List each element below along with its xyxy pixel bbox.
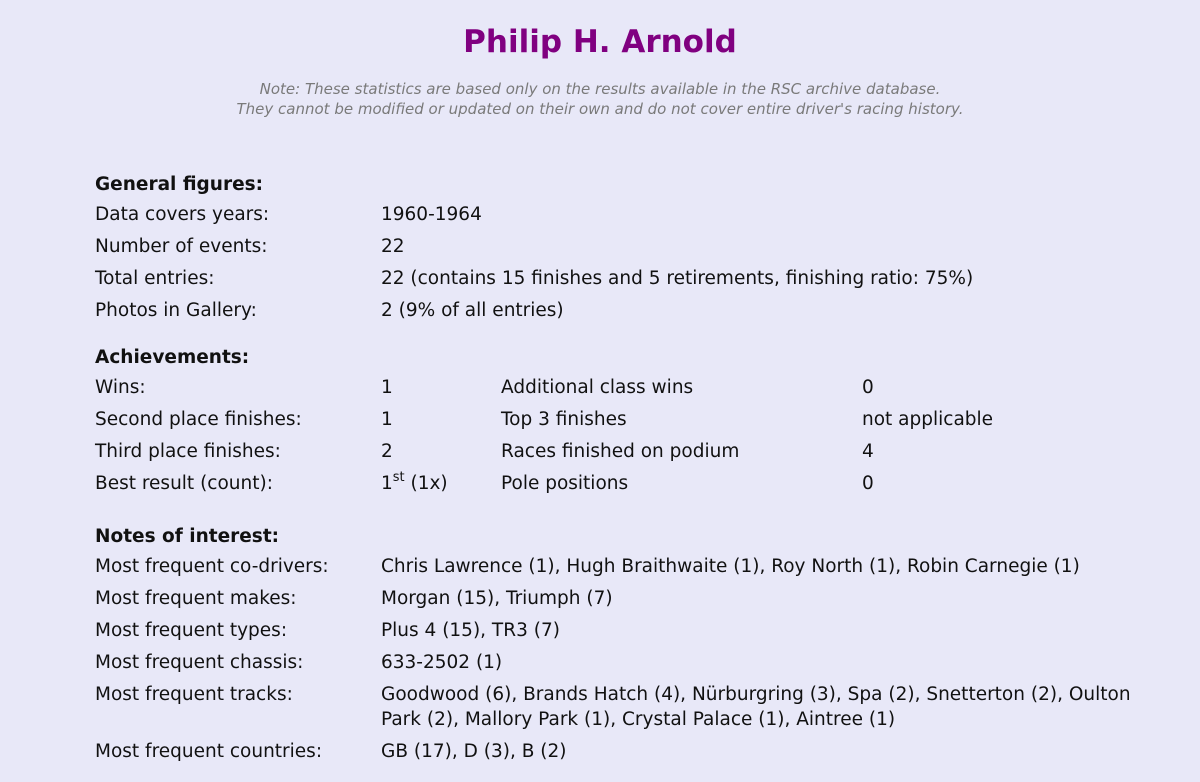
disclaimer-note bbox=[0, 79, 1200, 119]
achievement-row bbox=[95, 436, 874, 468]
achievement-value-secondary: not applicable bbox=[862, 409, 994, 430]
note-line-1: Note: These statistics are based only on the results available in the RSC archive database. bbox=[259, 80, 941, 98]
note-row bbox=[95, 583, 613, 615]
stat-value: 2 (9% of all entries) bbox=[381, 300, 564, 321]
ordinal-suffix: st bbox=[392, 470, 405, 486]
achievement-label-secondary: Additional class wins bbox=[501, 377, 694, 398]
stat-label: Total entries: bbox=[95, 268, 215, 289]
achievement-label-secondary: Pole positions bbox=[501, 473, 629, 494]
achievement-label-secondary: Top 3 finishes bbox=[501, 409, 627, 430]
achievement-label: Wins: bbox=[95, 377, 146, 398]
stat-row bbox=[95, 231, 405, 263]
stat-value: 22 (contains 15 finishes and 5 retirements, finishing ratio: 75%) bbox=[381, 268, 974, 289]
stat-row bbox=[95, 263, 974, 295]
note-line-2: They cannot be modified or updated on their own and do not cover entire driver's racing history. bbox=[236, 100, 964, 118]
note-value: Chris Lawrence (1), Hugh Braithwaite (1), Roy North (1), Robin Carnegie (1) bbox=[381, 556, 1080, 577]
section-heading: Notes of interest: bbox=[95, 526, 280, 547]
stat-row bbox=[95, 199, 482, 231]
note-row bbox=[95, 647, 503, 679]
best-result-count: (1x) bbox=[410, 473, 448, 494]
note-row bbox=[95, 679, 1131, 736]
achievement-value: 1 bbox=[381, 377, 393, 398]
achievement-row bbox=[95, 468, 874, 500]
stat-value: 1960-1964 bbox=[381, 204, 482, 225]
page-title: Philip H. Arnold bbox=[463, 24, 737, 60]
achievement-value-secondary: 0 bbox=[862, 377, 874, 398]
section-heading: Achievements: bbox=[95, 347, 250, 368]
note-value: Goodwood (6), Brands Hatch (4), Nürburgring (3), Spa (2), Snetterton (2), Oulton Park (2), Mallory Park (1), Crystal Palace (1), Aintree (1) bbox=[381, 684, 1131, 730]
achievement-value-secondary: 0 bbox=[862, 473, 874, 494]
achievement-value-secondary: 4 bbox=[862, 441, 874, 462]
note-label: Most frequent makes: bbox=[95, 588, 297, 609]
note-label: Most frequent types: bbox=[95, 620, 288, 641]
note-row bbox=[95, 551, 1080, 583]
note-label: Most frequent co-drivers: bbox=[95, 556, 329, 577]
stat-row bbox=[95, 295, 564, 327]
achievement-label: Best result (count): bbox=[95, 473, 273, 494]
achievement-value: 1 bbox=[381, 409, 393, 430]
note-value: Plus 4 (15), TR3 (7) bbox=[381, 620, 560, 641]
section-heading: General figures: bbox=[95, 174, 264, 195]
stat-label: Data covers years: bbox=[95, 204, 270, 225]
achievement-label-secondary: Races finished on podium bbox=[501, 441, 740, 462]
note-label: Most frequent countries: bbox=[95, 741, 323, 762]
note-row bbox=[95, 615, 560, 647]
achievement-label: Second place finishes: bbox=[95, 409, 302, 430]
best-result-position: 1 bbox=[381, 473, 393, 494]
achievement-value: 2 bbox=[381, 441, 393, 462]
achievement-row bbox=[95, 372, 874, 404]
note-value: GB (17), D (3), B (2) bbox=[381, 741, 567, 762]
note-label: Most frequent chassis: bbox=[95, 652, 304, 673]
notes-of-interest-section bbox=[95, 523, 1131, 768]
achievement-label: Third place finishes: bbox=[95, 441, 281, 462]
achievements-section bbox=[95, 344, 994, 500]
stat-value: 22 bbox=[381, 236, 405, 257]
best-result-value bbox=[381, 468, 448, 500]
general-figures-section bbox=[95, 171, 974, 327]
stat-label: Photos in Gallery: bbox=[95, 300, 257, 321]
note-label: Most frequent tracks: bbox=[95, 684, 293, 705]
note-value: Morgan (15), Triumph (7) bbox=[381, 588, 613, 609]
note-row bbox=[95, 736, 567, 768]
achievement-row bbox=[95, 404, 994, 436]
note-value: 633-2502 (1) bbox=[381, 652, 503, 673]
stat-label: Number of events: bbox=[95, 236, 268, 257]
